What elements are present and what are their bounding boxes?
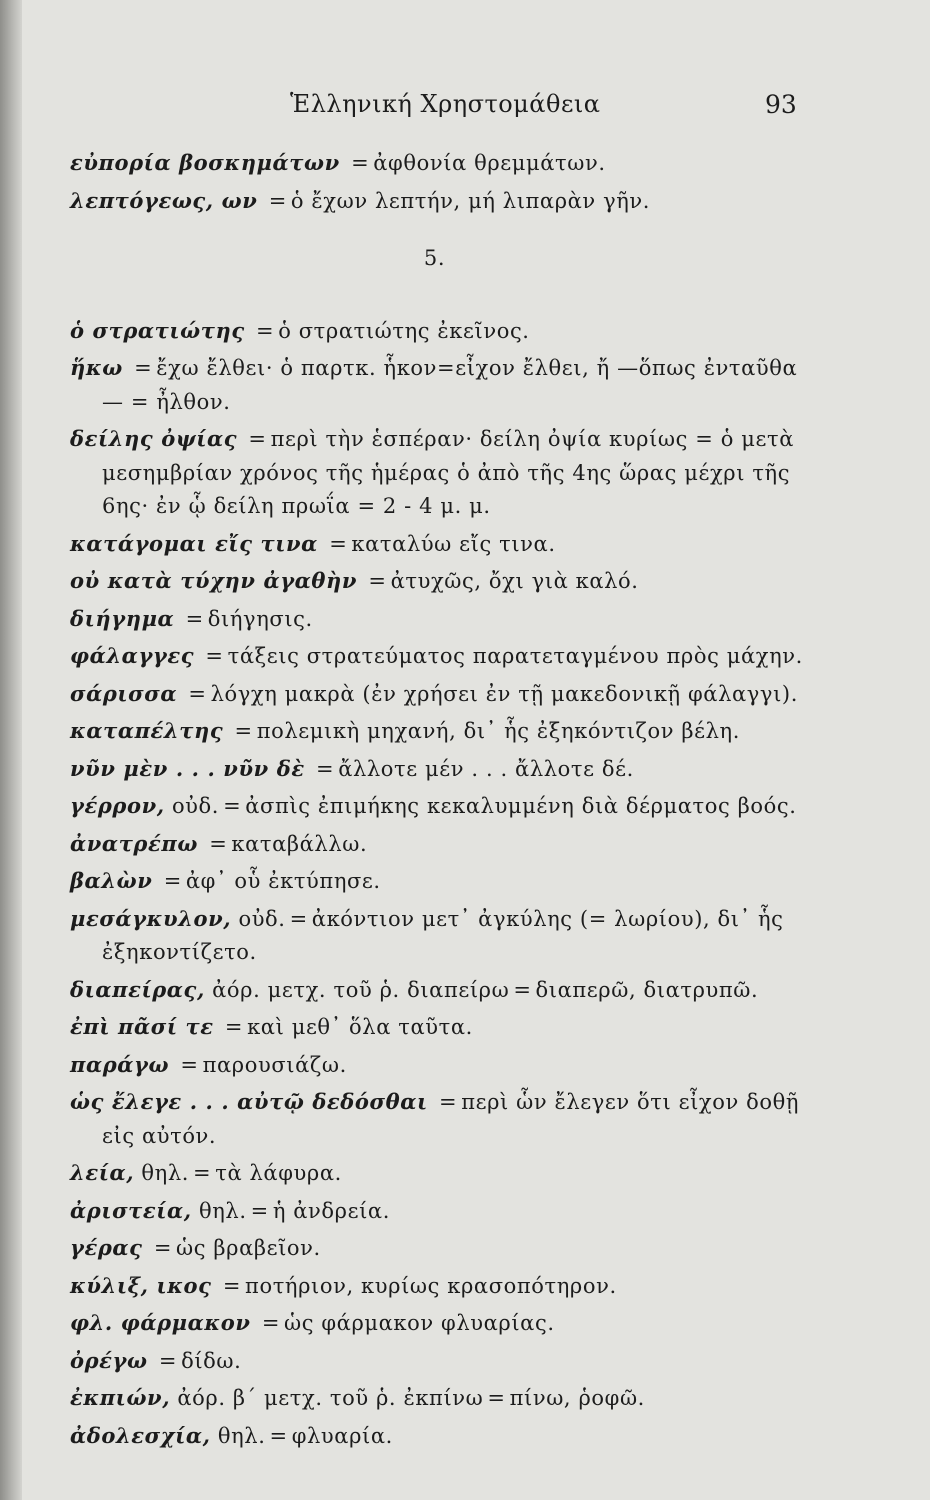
entry-lemma: λεία, [70,1160,135,1185]
entry-lemma: διαπείρας, [70,976,205,1002]
glossary-entry [70,1306,815,1341]
entry-lemma: ἐπὶ πᾶσί τε [70,1014,214,1039]
entry-lemma: λεπτόγεως, ων [70,187,258,213]
equals-sign: = [158,1348,178,1373]
glossary-entry [70,1381,815,1416]
entry-gloss: περὶ τὴν ἑσπέραν· δείλη ὀψία κυρίως = ὁ μετὰ μεσημβρίαν χρόνος τῆς ἡμέρας ὁ ἀπὸ τῆς 4ης ὥρας μέχρι τῆς 6ης· ἐν ᾧ δείλη πρωΐα = 2 - 4 μ. μ. [102,427,794,518]
entry-grammar-note: θηλ. [198,1198,247,1223]
glossary-list [70,314,815,1454]
entry-lemma: οὐ κατὰ τύχην ἀγαθὴν [70,568,358,593]
entry-lemma: παράγω [70,1051,170,1077]
entry-gloss: περὶ ὧν ἔλεγεν ὅτι εἶχον δοθῇ εἰς αὐτόν. [102,1090,800,1148]
glossary-entry [70,351,815,419]
equals-sign: = [224,1015,244,1039]
entry-gloss: ἄλλοτε μέν . . . ἄλλοτε δέ. [338,756,634,781]
entry-lemma: ἐκπιών, [70,1385,171,1410]
equals-sign: = [487,1386,506,1410]
entry-lemma: ὀρέγω [70,1347,148,1373]
equals-sign: = [289,906,308,931]
glossary-entry [70,602,815,637]
entry-lemma: σάρισσα [70,680,178,706]
entry-grammar-note: θηλ. [217,1423,266,1448]
entry-grammar-note: οὐδ. [238,906,286,931]
running-title: Ἑλληνική Χρηστομάθεια [290,90,601,118]
entry-lemma: κατάγομαι εἴς τινα [70,530,318,556]
equals-sign: = [368,569,387,593]
glossary-entry [70,1194,815,1229]
glossary-entry [70,639,815,674]
glossary-entry [70,422,815,524]
equals-sign: = [188,681,207,706]
entry-gloss: καὶ μεθ᾽ ὅλα ταῦτα. [247,1015,473,1039]
entry-gloss: δίδω. [181,1348,242,1373]
entry-gloss: διαπερῶ, διατρυπῶ. [535,977,759,1002]
entry-lemma: βαλὼν [70,868,153,893]
entry-gloss: πολεμικὴ μηχανή, δι᾽ ἧς ἐξηκόντιζον βέλη. [256,719,740,743]
equals-sign: = [250,1198,269,1223]
glossary-entry [70,1269,815,1304]
entry-lemma: ἀριστεία, [70,1197,192,1223]
entry-gloss: καταλύω εἴς τινα. [351,531,556,556]
entry-lemma: φάλαγγες [70,643,195,668]
equals-sign: = [316,756,335,781]
equals-sign: = [205,644,224,668]
glossary-entry [70,1231,815,1266]
entry-lemma: ὡς ἔλεγε . . . αὐτῷ δεδόσθαι [70,1089,428,1114]
section-number: 5. [423,246,446,270]
page-number: 93 [765,90,797,119]
entry-gloss: πίνω, ῥοφῶ. [509,1386,645,1410]
entry-lemma: ὁ στρατιώτης [70,317,245,343]
entry-lemma: γέρας [70,1235,143,1260]
entry-gloss: τάξεις στρατεύματος παρατεταγμένου πρὸς μάχην. [227,644,803,668]
entry-gloss: ὡς φάρμακον φλυαρίας. [284,1311,555,1335]
entry-lemma: ἀδολεσχία, [70,1422,211,1448]
glossary-entry [70,564,815,599]
entry-gloss: τὰ λάφυρα. [215,1161,342,1185]
glossary-entry [70,789,815,824]
entry-gloss: φλυαρία. [291,1423,393,1448]
equals-sign: = [269,1423,288,1448]
entry-lemma: νῦν μὲν . . . νῦν δὲ [70,755,305,781]
equals-sign: = [268,188,287,213]
entry-grammar-note: θηλ. [141,1161,190,1185]
entry-grammar-note: ἀόρ. β΄ μετχ. τοῦ ῥ. ἐκπίνω [177,1386,484,1410]
entry-gloss: ἡ ἀνδρεία. [272,1198,390,1223]
equals-sign: = [153,1236,173,1260]
entry-lemma: εὐπορία βοσκημάτων [70,150,340,175]
equals-sign: = [513,977,532,1002]
entry-gloss: ἀτυχῶς, ὄχι γιὰ καλό. [390,569,639,593]
entry-lemma: φλ. φάρμακον [70,1310,251,1335]
page-gutter-shadow [0,0,22,1500]
entry-lemma: μεσάγκυλον, [70,905,232,931]
glossary-entry [70,146,815,181]
equals-sign: = [209,831,228,856]
glossary-entry [70,902,815,970]
entry-gloss: ἀσπὶς ἐπιμήκης κεκαλυμμένη διὰ δέρματος βοός. [245,794,797,818]
equals-sign: = [256,318,275,343]
entry-lemma: γέρρον, [70,793,165,818]
equals-sign: = [223,794,242,818]
equals-sign: = [234,719,253,743]
entry-gloss: διήγησις. [207,606,313,631]
glossary-entry [70,864,815,899]
entry-lemma: ἥκω [70,355,123,380]
equals-sign: = [163,869,182,893]
glossary-list-top [70,146,815,218]
glossary-entry [70,1419,815,1454]
glossary-entry [70,1156,815,1191]
entry-lemma: ἀνατρέπω [70,830,198,856]
glossary-entry [70,1085,815,1153]
entry-lemma: καταπέλτης [70,718,224,743]
equals-sign: = [329,531,348,556]
glossary-entry [70,314,815,349]
equals-sign: = [134,356,153,380]
glossary-entry [70,677,815,712]
entry-gloss: καταβάλλω. [231,831,368,856]
entry-lemma: δείλης ὀψίας [70,426,238,451]
glossary-entry [70,527,815,562]
glossary-entry [70,752,815,787]
equals-sign: = [261,1311,281,1335]
equals-sign: = [439,1090,458,1114]
glossary-entry [70,1048,815,1083]
entry-gloss: ἀφθονία θρεμμάτων. [373,151,606,175]
entry-gloss: ἀκόντιον μετ᾽ ἀγκύλης (= λωρίου), δι᾽ ἧς ἐξηκοντίζετο. [102,906,784,964]
glossary-entry [70,1010,815,1045]
equals-sign: = [222,1273,242,1298]
entry-gloss: ἀφ᾽ οὗ ἐκτύπησε. [185,869,381,893]
glossary-entry [70,1344,815,1379]
glossary-entry [70,827,815,862]
equals-sign: = [185,606,204,631]
equals-sign: = [351,151,370,175]
entry-grammar-note: οὐδ. [171,794,220,818]
glossary-entry [70,973,815,1008]
entry-gloss: λόγχη μακρὰ (ἐν χρήσει ἐν τῇ μακεδονικῇ φάλαγγι). [210,681,798,706]
glossary-body [70,146,815,1456]
entry-gloss: ποτήριον, κυρίως κρασοπότηρον. [245,1273,617,1298]
entry-lemma: διήγημα [70,605,175,631]
equals-sign: = [180,1052,199,1077]
entry-grammar-note: ἀόρ. μετχ. τοῦ ῥ. διαπείρω [212,977,510,1002]
equals-sign: = [193,1161,212,1185]
glossary-entry [70,184,815,219]
entry-gloss: ἔχω ἔλθει· ὁ παρτκ. ἧκον=εἶχον ἔλθει, ἤ —ὅπως ἐνταῦθα— = ἦλθον. [102,356,798,414]
entry-lemma: κύλιξ, ικος [70,1272,212,1298]
entry-gloss: παρουσιάζω. [202,1052,347,1077]
equals-sign: = [248,427,267,451]
entry-gloss: ὁ στρατιώτης ἐκεῖνος. [278,318,530,343]
page-header [0,90,930,130]
glossary-entry [70,714,815,749]
entry-gloss: ὡς βραβεῖον. [176,1236,321,1260]
entry-gloss: ὁ ἔχων λεπτήν, μή λιπαρὰν γῆν. [290,188,651,213]
